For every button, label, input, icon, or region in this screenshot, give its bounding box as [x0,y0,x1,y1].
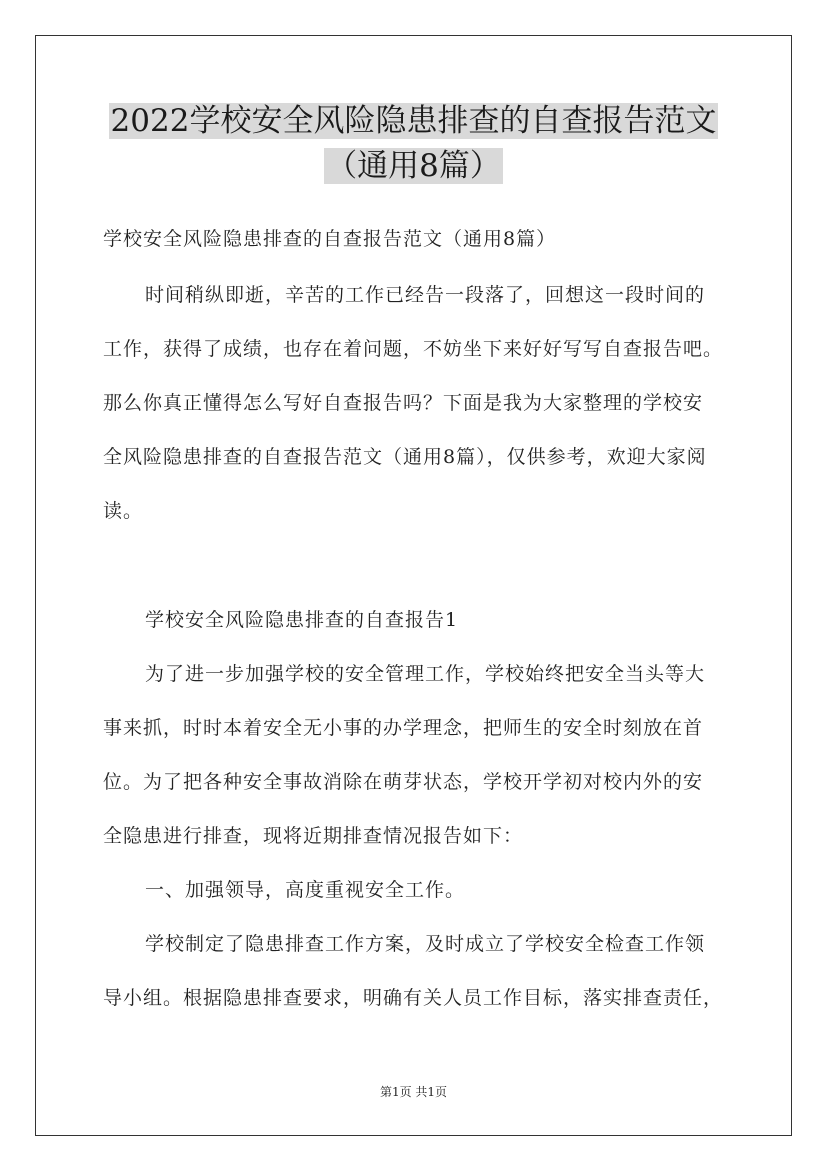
page-border [35,35,792,1136]
paragraph-line: 全隐患进行排查，现将近期排查情况报告如下： [103,825,524,847]
document-title-line-2: （通用8篇） [326,148,501,184]
subsection-heading: 一、加强领导，高度重视安全工作。 [145,879,466,901]
paragraph-line: 读。 [103,500,144,522]
paragraph-line: 全风险隐患排查的自查报告范文（通用8篇），仅供参考，欢迎大家阅 [103,446,707,468]
section-heading: 学校安全风险隐患排查的自查报告1 [145,609,459,631]
paragraph-line: 导小组。根据隐患排查要求，明确有关人员工作目标，落实排查责任， [103,987,724,1009]
paragraph-line: 位。为了把各种安全事故消除在萌芽状态，学校开学初对校内外的安 [103,771,704,793]
paragraph-line: 事来抓，时时本着安全无小事的办学理念，把师生的安全时刻放在首 [103,717,704,739]
paragraph-line: 那么你真正懂得怎么写好自查报告吗？下面是我为大家整理的学校安 [103,392,704,414]
document-title-line-1: 2022学校安全风险隐患排查的自查报告范文 [110,103,717,139]
page-footer: 第1页 共1页 [379,1085,448,1099]
paragraph-line: 工作，获得了成绩，也存在着问题，不妨坐下来好好写写自查报告吧。 [103,338,724,360]
paragraph-line: 学校制定了隐患排查工作方案，及时成立了学校安全检查工作领 [145,933,706,955]
paragraph-line: 时间稍纵即逝，辛苦的工作已经告一段落了，回想这一段时间的 [145,284,706,306]
paragraph-line: 为了进一步加强学校的安全管理工作，学校始终把安全当头等大 [145,663,706,685]
subtitle-line: 学校安全风险隐患排查的自查报告范文（通用8篇） [103,228,557,250]
